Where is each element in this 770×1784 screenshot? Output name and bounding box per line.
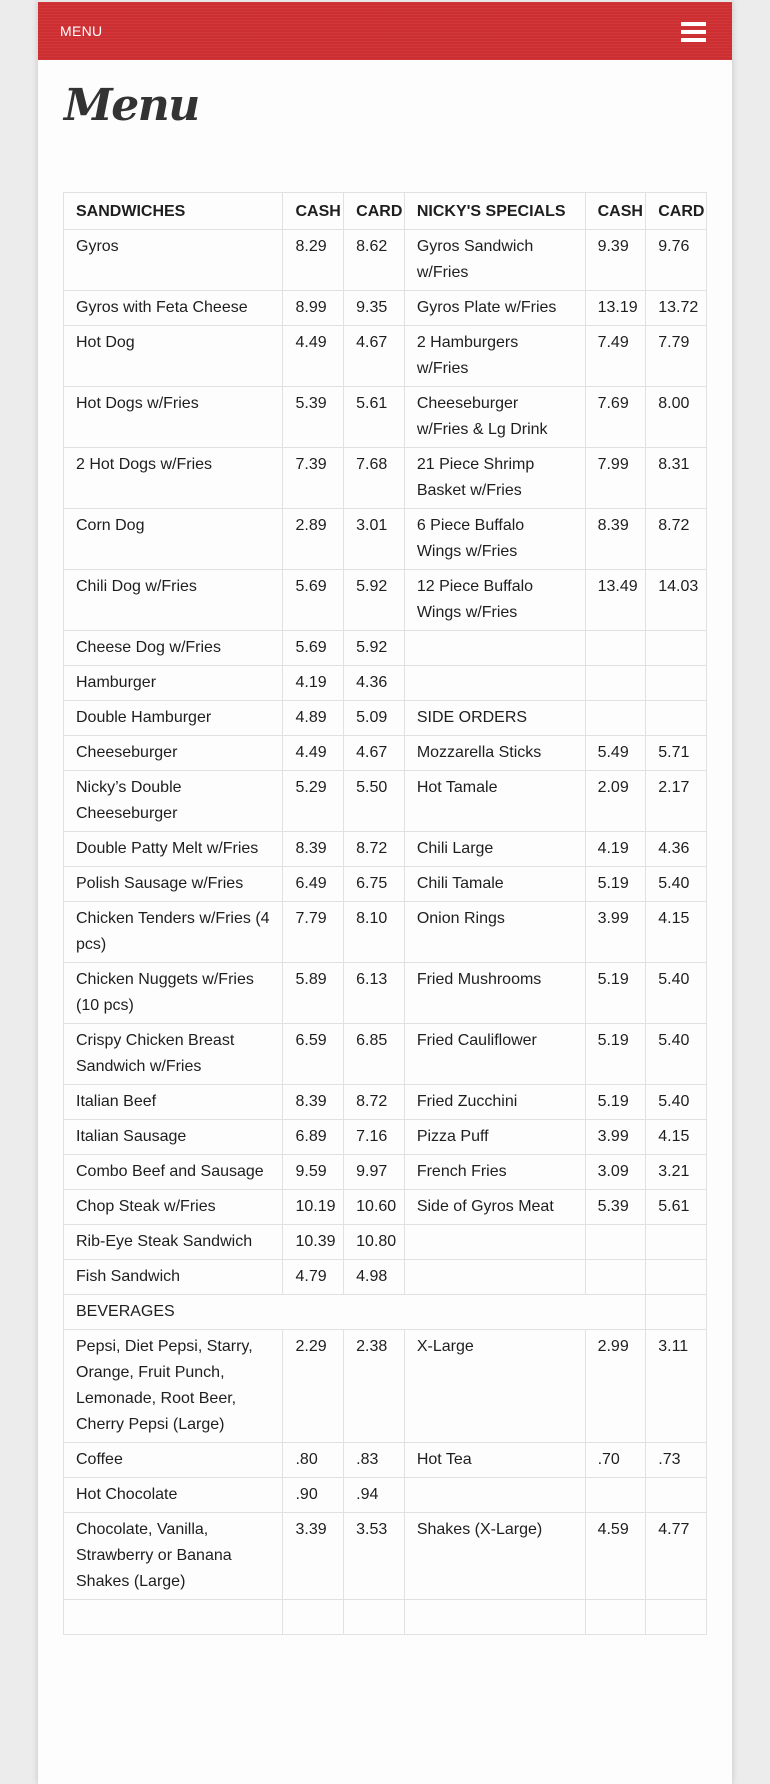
beverages-header-row (64, 1295, 707, 1330)
card-price: 5.40 (646, 1024, 707, 1085)
cash-price: .80 (283, 1443, 344, 1478)
table-header-row (64, 193, 707, 230)
card-price: 8.10 (344, 902, 405, 963)
header-sandwiches: SANDWICHES (64, 193, 283, 230)
card-price: 6.85 (344, 1024, 405, 1085)
cash-price: 2.89 (283, 509, 344, 570)
cash-price: 7.79 (283, 902, 344, 963)
page-title: Menu (64, 80, 199, 131)
item-name: 6 Piece Buffalo Wings w/Fries (404, 509, 585, 570)
item-name: Cheeseburger (64, 736, 283, 771)
item-name: Double Patty Melt w/Fries (64, 832, 283, 867)
card-price: 10.80 (344, 1225, 405, 1260)
item-name: French Fries (404, 1155, 585, 1190)
card-price: 9.76 (646, 230, 707, 291)
card-price: 2.17 (646, 771, 707, 832)
card-price: 5.71 (646, 736, 707, 771)
table-row (64, 963, 707, 1024)
cash-price (585, 1260, 646, 1295)
card-price (646, 631, 707, 666)
card-price: 3.53 (344, 1513, 405, 1600)
item-name: Onion Rings (404, 902, 585, 963)
cash-price: 4.49 (283, 326, 344, 387)
cash-price (585, 631, 646, 666)
card-price: 8.72 (344, 1085, 405, 1120)
cash-price: 3.39 (283, 1513, 344, 1600)
header-cash: CASH (283, 193, 344, 230)
item-name: 12 Piece Buffalo Wings w/Fries (404, 570, 585, 631)
cash-price: 5.29 (283, 771, 344, 832)
table-row (64, 230, 707, 291)
item-name (404, 1260, 585, 1295)
card-price: 8.00 (646, 387, 707, 448)
card-price: 4.98 (344, 1260, 405, 1295)
table-row (64, 448, 707, 509)
item-name: Chop Steak w/Fries (64, 1190, 283, 1225)
table-row (64, 1478, 707, 1513)
cash-price: 5.69 (283, 631, 344, 666)
cash-price: 5.19 (585, 867, 646, 902)
item-name: Coffee (64, 1443, 283, 1478)
table-row (64, 867, 707, 902)
card-price: 7.16 (344, 1120, 405, 1155)
card-price: 3.01 (344, 509, 405, 570)
item-name: Side of Gyros Meat (404, 1190, 585, 1225)
empty-cell (283, 1600, 344, 1635)
item-name: Hot Chocolate (64, 1478, 283, 1513)
table-row (64, 631, 707, 666)
empty-cell (585, 1600, 646, 1635)
item-name: Corn Dog (64, 509, 283, 570)
card-price (646, 1260, 707, 1295)
card-price: 4.36 (646, 832, 707, 867)
table-row (64, 666, 707, 701)
card-price: 5.92 (344, 631, 405, 666)
header-card: CARD (344, 193, 405, 230)
card-price: .73 (646, 1443, 707, 1478)
cash-price: 5.19 (585, 1085, 646, 1120)
item-name: Gyros with Feta Cheese (64, 291, 283, 326)
cash-price: 4.89 (283, 701, 344, 736)
header-specials: NICKY'S SPECIALS (404, 193, 585, 230)
table-row (64, 1513, 707, 1600)
empty-cell (585, 701, 646, 736)
card-price: 5.50 (344, 771, 405, 832)
table-row (64, 1085, 707, 1120)
card-price: 4.36 (344, 666, 405, 701)
item-name: Cheese Dog w/Fries (64, 631, 283, 666)
item-name: Hot Tea (404, 1443, 585, 1478)
table-row (64, 1260, 707, 1295)
card-price: 5.92 (344, 570, 405, 631)
empty-cell (404, 1600, 585, 1635)
card-price: 9.97 (344, 1155, 405, 1190)
item-name (404, 631, 585, 666)
table-row (64, 1024, 707, 1085)
item-name: Chicken Nuggets w/Fries (10 pcs) (64, 963, 283, 1024)
table-row (64, 736, 707, 771)
item-name: Chili Tamale (404, 867, 585, 902)
card-price: 13.72 (646, 291, 707, 326)
table-row (64, 1330, 707, 1443)
empty-cell (64, 1600, 283, 1635)
item-name: Hot Tamale (404, 771, 585, 832)
item-name: Italian Beef (64, 1085, 283, 1120)
table-row (64, 509, 707, 570)
card-price: 3.21 (646, 1155, 707, 1190)
item-name: Nicky’s Double Cheeseburger (64, 771, 283, 832)
card-price: 5.61 (646, 1190, 707, 1225)
cash-price: 8.99 (283, 291, 344, 326)
cash-price: 2.29 (283, 1330, 344, 1443)
cash-price: 8.39 (283, 1085, 344, 1120)
cash-price: .90 (283, 1478, 344, 1513)
card-price (646, 1225, 707, 1260)
table-row (64, 1443, 707, 1478)
item-name: 21 Piece Shrimp Basket w/Fries (404, 448, 585, 509)
item-name: Chili Large (404, 832, 585, 867)
empty-cell (646, 701, 707, 736)
card-price: 5.61 (344, 387, 405, 448)
item-name (404, 1478, 585, 1513)
item-name: Mozzarella Sticks (404, 736, 585, 771)
cash-price: 5.49 (585, 736, 646, 771)
item-name: Shakes (X-Large) (404, 1513, 585, 1600)
card-price: 8.31 (646, 448, 707, 509)
item-name (404, 1225, 585, 1260)
table-row (64, 326, 707, 387)
cash-price: 4.79 (283, 1260, 344, 1295)
card-price: 9.35 (344, 291, 405, 326)
header-card: CARD (646, 193, 707, 230)
table-row (64, 832, 707, 867)
cash-price: 10.19 (283, 1190, 344, 1225)
card-price: 4.15 (646, 1120, 707, 1155)
table-row (64, 291, 707, 326)
item-name: Fish Sandwich (64, 1260, 283, 1295)
table-row (64, 1225, 707, 1260)
card-price: 8.62 (344, 230, 405, 291)
item-name: Italian Sausage (64, 1120, 283, 1155)
cash-price: 7.99 (585, 448, 646, 509)
top-navbar (38, 0, 732, 60)
item-name (404, 666, 585, 701)
cash-price: 6.59 (283, 1024, 344, 1085)
table-row (64, 1600, 707, 1635)
cash-price: 6.89 (283, 1120, 344, 1155)
card-price: 10.60 (344, 1190, 405, 1225)
card-price: 4.77 (646, 1513, 707, 1600)
menu-label[interactable]: MENU (60, 23, 103, 39)
cash-price: 5.89 (283, 963, 344, 1024)
card-price: .83 (344, 1443, 405, 1478)
item-name: Chocolate, Vanilla, Strawberry or Banana Shakes (Large) (64, 1513, 283, 1600)
cash-price: 7.49 (585, 326, 646, 387)
card-price: 2.38 (344, 1330, 405, 1443)
card-price: 7.79 (646, 326, 707, 387)
header-cash: CASH (585, 193, 646, 230)
cash-price: 3.99 (585, 902, 646, 963)
card-price: .94 (344, 1478, 405, 1513)
item-name: Chicken Tenders w/Fries (4 pcs) (64, 902, 283, 963)
card-price: 5.40 (646, 963, 707, 1024)
card-price: 6.75 (344, 867, 405, 902)
cash-price (585, 1225, 646, 1260)
card-price (646, 1478, 707, 1513)
beverages-header: BEVERAGES (64, 1295, 646, 1330)
empty-cell (646, 1600, 707, 1635)
cash-price: 6.49 (283, 867, 344, 902)
item-name: Fried Mushrooms (404, 963, 585, 1024)
table-row (64, 1155, 707, 1190)
side-orders-header: SIDE ORDERS (404, 701, 585, 736)
cash-price (585, 1478, 646, 1513)
table-row (64, 1190, 707, 1225)
cash-price: 7.39 (283, 448, 344, 509)
table-row (64, 1120, 707, 1155)
item-name: Rib-Eye Steak Sandwich (64, 1225, 283, 1260)
item-name: 2 Hot Dogs w/Fries (64, 448, 283, 509)
table-row (64, 387, 707, 448)
table-row (64, 902, 707, 963)
card-price: 8.72 (344, 832, 405, 867)
card-price: 8.72 (646, 509, 707, 570)
card-price: 14.03 (646, 570, 707, 631)
item-name: Pizza Puff (404, 1120, 585, 1155)
cash-price: 5.19 (585, 1024, 646, 1085)
empty-cell (344, 1600, 405, 1635)
cash-price: 10.39 (283, 1225, 344, 1260)
menu-table (63, 192, 707, 1635)
cash-price: 8.29 (283, 230, 344, 291)
item-name: Fried Cauliflower (404, 1024, 585, 1085)
item-name: Hot Dogs w/Fries (64, 387, 283, 448)
item-name: Hot Dog (64, 326, 283, 387)
item-name: Polish Sausage w/Fries (64, 867, 283, 902)
card-price: 4.67 (344, 736, 405, 771)
cash-price: 9.59 (283, 1155, 344, 1190)
item-name: Chili Dog w/Fries (64, 570, 283, 631)
cash-price: 5.69 (283, 570, 344, 631)
cash-price: 4.19 (283, 666, 344, 701)
card-price: 5.40 (646, 867, 707, 902)
table-row (64, 771, 707, 832)
cash-price: 13.49 (585, 570, 646, 631)
cash-price: 9.39 (585, 230, 646, 291)
cash-price: .70 (585, 1443, 646, 1478)
cash-price: 3.99 (585, 1120, 646, 1155)
card-price: 5.40 (646, 1085, 707, 1120)
card-price: 4.15 (646, 902, 707, 963)
hamburger-menu-icon[interactable] (681, 22, 706, 42)
cash-price: 8.39 (585, 509, 646, 570)
cash-price: 4.59 (585, 1513, 646, 1600)
item-name: Double Hamburger (64, 701, 283, 736)
empty-cell (646, 1295, 707, 1330)
card-price: 4.67 (344, 326, 405, 387)
card-price: 6.13 (344, 963, 405, 1024)
item-name: Gyros Plate w/Fries (404, 291, 585, 326)
item-name: Pepsi, Diet Pepsi, Starry, Orange, Fruit Punch, Lemonade, Root Beer, Cherry Pepsi (Large) (64, 1330, 283, 1443)
cash-price: 7.69 (585, 387, 646, 448)
cash-price: 4.19 (585, 832, 646, 867)
item-name: Crispy Chicken Breast Sandwich w/Fries (64, 1024, 283, 1085)
item-name: Cheeseburger w/Fries & Lg Drink (404, 387, 585, 448)
item-name: Fried Zucchini (404, 1085, 585, 1120)
card-price (646, 666, 707, 701)
cash-price (585, 666, 646, 701)
cash-price: 5.39 (585, 1190, 646, 1225)
item-name: 2 Hamburgers w/Fries (404, 326, 585, 387)
card-price: 5.09 (344, 701, 405, 736)
item-name: X-Large (404, 1330, 585, 1443)
cash-price: 4.49 (283, 736, 344, 771)
card-price: 3.11 (646, 1330, 707, 1443)
cash-price: 5.39 (283, 387, 344, 448)
cash-price: 2.09 (585, 771, 646, 832)
card-price: 7.68 (344, 448, 405, 509)
cash-price: 8.39 (283, 832, 344, 867)
cash-price: 13.19 (585, 291, 646, 326)
item-name: Gyros (64, 230, 283, 291)
cash-price: 2.99 (585, 1330, 646, 1443)
page-container (38, 0, 732, 1784)
item-name: Hamburger (64, 666, 283, 701)
item-name: Combo Beef and Sausage (64, 1155, 283, 1190)
item-name: Gyros Sandwich w/Fries (404, 230, 585, 291)
table-row (64, 570, 707, 631)
cash-price: 5.19 (585, 963, 646, 1024)
cash-price: 3.09 (585, 1155, 646, 1190)
table-row (64, 701, 707, 736)
